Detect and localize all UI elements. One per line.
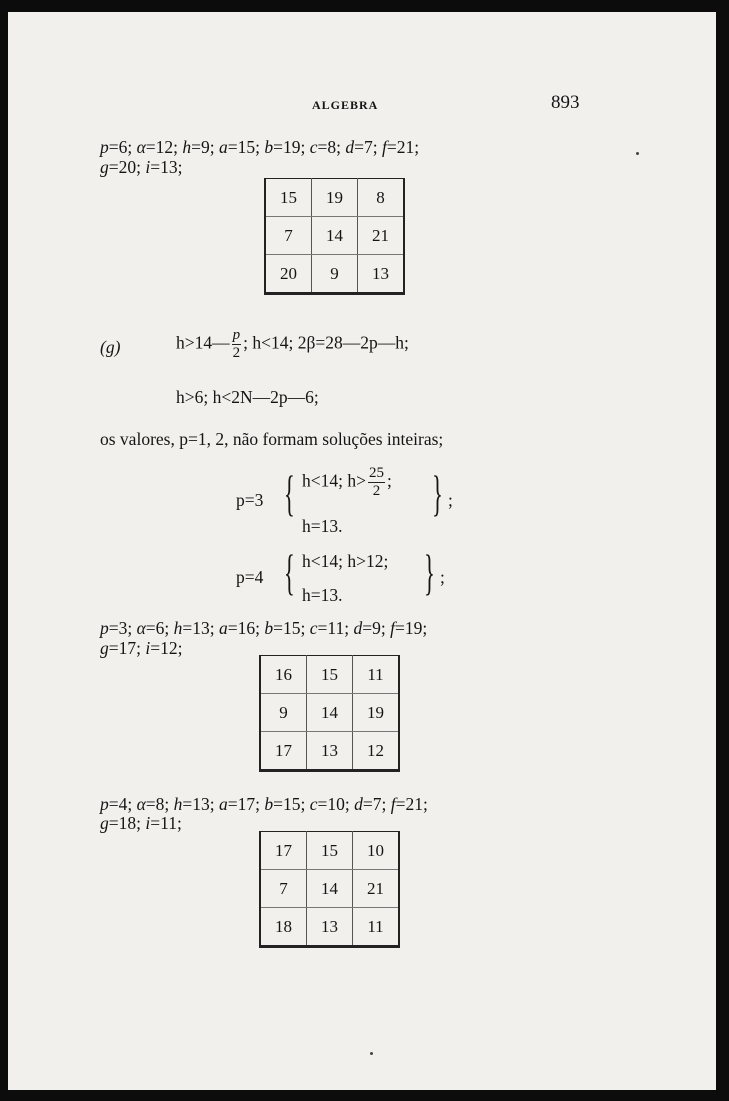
fraction <box>368 466 385 499</box>
value: =7; <box>362 794 391 814</box>
variable: b <box>264 618 274 638</box>
square-cell: 15 <box>307 832 353 870</box>
variable: c <box>309 794 318 814</box>
value: =15; <box>273 618 310 638</box>
left-brace: { <box>284 465 295 521</box>
square-cell: 11 <box>353 908 400 947</box>
square-cell: 9 <box>312 255 358 294</box>
variable: b <box>264 137 274 157</box>
value: =13; <box>182 794 220 814</box>
square-cell: 21 <box>353 870 400 908</box>
value: =9; <box>191 137 220 157</box>
square-cell: 11 <box>353 656 400 694</box>
square-cell: 7 <box>265 217 312 255</box>
inequality-line <box>176 328 409 361</box>
square-row <box>265 255 404 294</box>
case-label: (g) <box>100 337 121 357</box>
variable: f <box>390 794 396 814</box>
left-brace: { <box>284 544 295 600</box>
square-cell: 19 <box>312 179 358 217</box>
square-cell: 12 <box>353 732 400 771</box>
system-row: h<14; h>12; <box>302 551 389 571</box>
variable: a <box>219 618 228 638</box>
system-lhs: p=4 <box>236 567 264 587</box>
assignment-line <box>100 157 182 178</box>
value: =19; <box>273 137 310 157</box>
value: =4; <box>108 794 137 814</box>
system-part: ; <box>386 470 392 491</box>
square-cell: 20 <box>280 263 297 283</box>
right-brace: } <box>432 465 443 521</box>
square-row <box>260 870 399 908</box>
square-row <box>265 179 404 217</box>
square-row <box>265 217 404 255</box>
square-row <box>260 656 399 694</box>
variable: i <box>145 813 151 833</box>
square-cell: 19 <box>353 694 400 732</box>
square-cell: 14 <box>307 694 353 732</box>
fraction-numerator: 25 <box>368 465 384 481</box>
value: =3; <box>108 618 137 638</box>
value: =10; <box>317 794 355 814</box>
value: =20; <box>108 157 146 177</box>
variable: h <box>182 137 192 157</box>
square-row <box>260 732 399 771</box>
value: =8; <box>145 794 174 814</box>
variable: α <box>136 618 146 638</box>
variable: α <box>136 137 146 157</box>
value: =8; <box>317 137 346 157</box>
fraction-denominator: 2 <box>232 345 241 361</box>
variable: c <box>309 137 318 157</box>
magic-square <box>264 178 405 295</box>
square-cell: 10 <box>353 832 400 870</box>
variable: b <box>264 794 274 814</box>
variable: a <box>219 794 228 814</box>
inequality-part: h>14— <box>176 332 230 353</box>
value: =9; <box>362 618 391 638</box>
assignment-line <box>100 618 427 639</box>
variable: d <box>353 618 363 638</box>
magic-square <box>259 655 400 772</box>
running-header: ALGEBRA <box>312 98 379 112</box>
value: =17; <box>227 794 265 814</box>
assignment-line <box>100 137 419 158</box>
fraction <box>232 328 242 361</box>
square-row <box>260 694 399 732</box>
value: =12; <box>145 137 183 157</box>
value: =12; <box>150 638 183 658</box>
page-number: 893 <box>551 92 580 113</box>
system-row: h=13. <box>302 516 343 536</box>
variable: f <box>381 137 387 157</box>
variable: d <box>354 794 363 814</box>
value: =7; <box>354 137 382 157</box>
book-page <box>8 12 716 1090</box>
square-cell: 9 <box>260 694 307 732</box>
variable: p <box>100 794 109 814</box>
system-row: h=13. <box>302 585 343 605</box>
square-cell: 17 <box>260 832 307 870</box>
variable: h <box>173 618 183 638</box>
square-cell: 13 <box>307 732 353 771</box>
value: =13; <box>182 618 220 638</box>
variable: g <box>100 813 109 833</box>
equation-system <box>236 545 476 615</box>
variable: p <box>100 618 109 638</box>
variable: g <box>100 638 109 658</box>
value: =21; <box>395 794 428 814</box>
variable: f <box>390 618 395 638</box>
system-lhs: p=3 <box>236 490 264 510</box>
square-cell: 13 <box>307 908 353 947</box>
value: =15; <box>227 137 265 157</box>
magic-square <box>259 831 400 948</box>
system-tail: ; <box>440 567 445 587</box>
variable: g <box>100 157 109 177</box>
value: =6; <box>145 618 174 638</box>
square-cell: 14 <box>312 217 358 255</box>
ink-speck <box>636 152 639 155</box>
fraction-denominator: 2 <box>372 483 381 499</box>
variable: a <box>219 137 228 157</box>
square-row <box>260 908 399 947</box>
square-cell: 21 <box>358 217 405 255</box>
value: =11; <box>317 618 354 638</box>
value: =15; <box>273 794 310 814</box>
fraction-numerator: p <box>232 327 241 343</box>
square-cell: 8 <box>358 179 405 217</box>
assignment-line <box>100 638 182 659</box>
square-cell: 13 <box>358 255 405 294</box>
variable: p <box>100 137 109 157</box>
ink-speck <box>370 1052 373 1055</box>
square-cell: 15 <box>307 656 353 694</box>
system-tail: ; <box>448 490 453 510</box>
equation-system <box>236 462 476 538</box>
square-cell: 16 <box>260 656 307 694</box>
variable: i <box>145 157 151 177</box>
variable: h <box>173 794 183 814</box>
inequality-part: ; h<14; 2β=28—2p—h; <box>243 332 409 353</box>
square-cell: 15 <box>265 179 312 217</box>
value: =18; <box>108 813 146 833</box>
value: =21; <box>386 137 420 157</box>
value: =6; <box>108 137 137 157</box>
variable: c <box>309 618 318 638</box>
variable: α <box>136 794 146 814</box>
square-cell: 18 <box>275 916 292 936</box>
system-row <box>302 466 392 499</box>
sentence: os valores, p=1, 2, não formam soluções inteiras; <box>100 429 444 449</box>
square-cell: 17 <box>275 740 292 760</box>
square-row <box>260 832 399 870</box>
variable: d <box>345 137 355 157</box>
assignment-line <box>100 794 428 815</box>
assignment-line <box>100 813 182 834</box>
square-cell: 14 <box>307 870 353 908</box>
system-part: h<14; h> <box>302 470 366 491</box>
value: =16; <box>227 618 265 638</box>
value: =13; <box>150 157 183 177</box>
square-cell: 7 <box>260 870 307 908</box>
variable: i <box>145 638 151 658</box>
inequality-line: h>6; h<2N—2p—6; <box>176 387 319 407</box>
value: =17; <box>108 638 146 658</box>
right-brace: } <box>424 544 435 600</box>
value: =19; <box>394 618 428 638</box>
value: =11; <box>150 813 182 833</box>
